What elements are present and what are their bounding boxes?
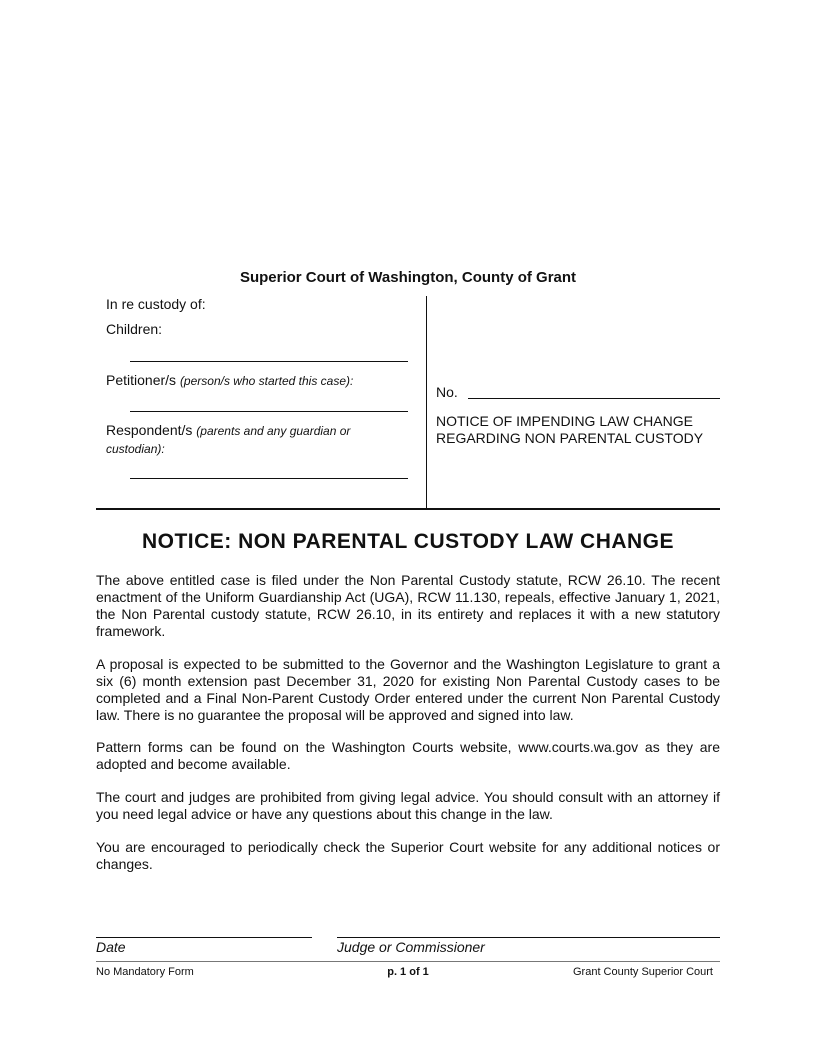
children-label: Children: (106, 321, 163, 337)
respondent-field-label (106, 422, 376, 458)
judge-signature-line (337, 937, 720, 938)
respondent-note: (parents and any guardian or custodian): (106, 424, 351, 456)
paragraph-1: The above entitled case is filed under the Non Parental Custody statute, RCW 26.10. The recent enactment of the Uniform Guardianship Act (UGA), RCW 11.130, repeals, effective January 1, 2021, the Non Parental custody statute, RCW 26.10, in its entirety and replaces it with a new statutory framework. (96, 572, 720, 639)
document-title: NOTICE OF IMPENDING LAW CHANGE REGARDING NON PARENTAL CUSTODY (436, 413, 704, 446)
petitioner-label: Petitioner/s (106, 372, 177, 388)
footer-form-label: No Mandatory Form (96, 966, 194, 978)
paragraph-3: Pattern forms can be found on the Washington Courts website, www.courts.wa.gov as they are adopted and become available. (96, 739, 720, 772)
case-number-line (468, 398, 720, 399)
judge-label: Judge or Commissioner (337, 939, 485, 955)
children-line (130, 361, 408, 362)
notice-heading: NOTICE: NON PARENTAL CUSTODY LAW CHANGE (141, 530, 675, 553)
respondent-label: Respondent/s (106, 422, 193, 438)
case-number-label: No. (436, 384, 458, 400)
court-title: Superior Court of Washington, County of Grant (239, 269, 577, 286)
petitioner-note: (person/s who started this case): (179, 374, 354, 388)
caption-bottom-rule (96, 508, 720, 510)
caption-divider (426, 296, 427, 508)
footer-page-number: p. 1 of 1 (387, 966, 429, 978)
paragraph-5: You are encouraged to periodically check the Superior Court website for any additional notices or changes. (96, 839, 720, 872)
paragraph-2: A proposal is expected to be submitted to the Governor and the Washington Legislature to grant a six (6) month extension past December 31, 2020 for existing Non Parental Custody cases to be completed and a Final Non-Parent Custody Order entered under the current Non Parental Custody law. There is no guarantee the proposal will be approved and signed into law. (96, 656, 720, 723)
respondent-line (130, 478, 408, 479)
paragraph-4: The court and judges are prohibited from giving legal advice. You should consult with an attorney if you need legal advice or have any questions about this change in the law. (96, 789, 720, 822)
date-line (96, 937, 312, 938)
date-label: Date (96, 939, 126, 955)
footer-court-name: Grant County Superior Court (572, 966, 713, 978)
petitioner-line (130, 411, 408, 412)
petitioner-field-label (106, 372, 353, 388)
in-re-label: In re custody of: (106, 296, 206, 312)
footer-rule (96, 961, 720, 962)
